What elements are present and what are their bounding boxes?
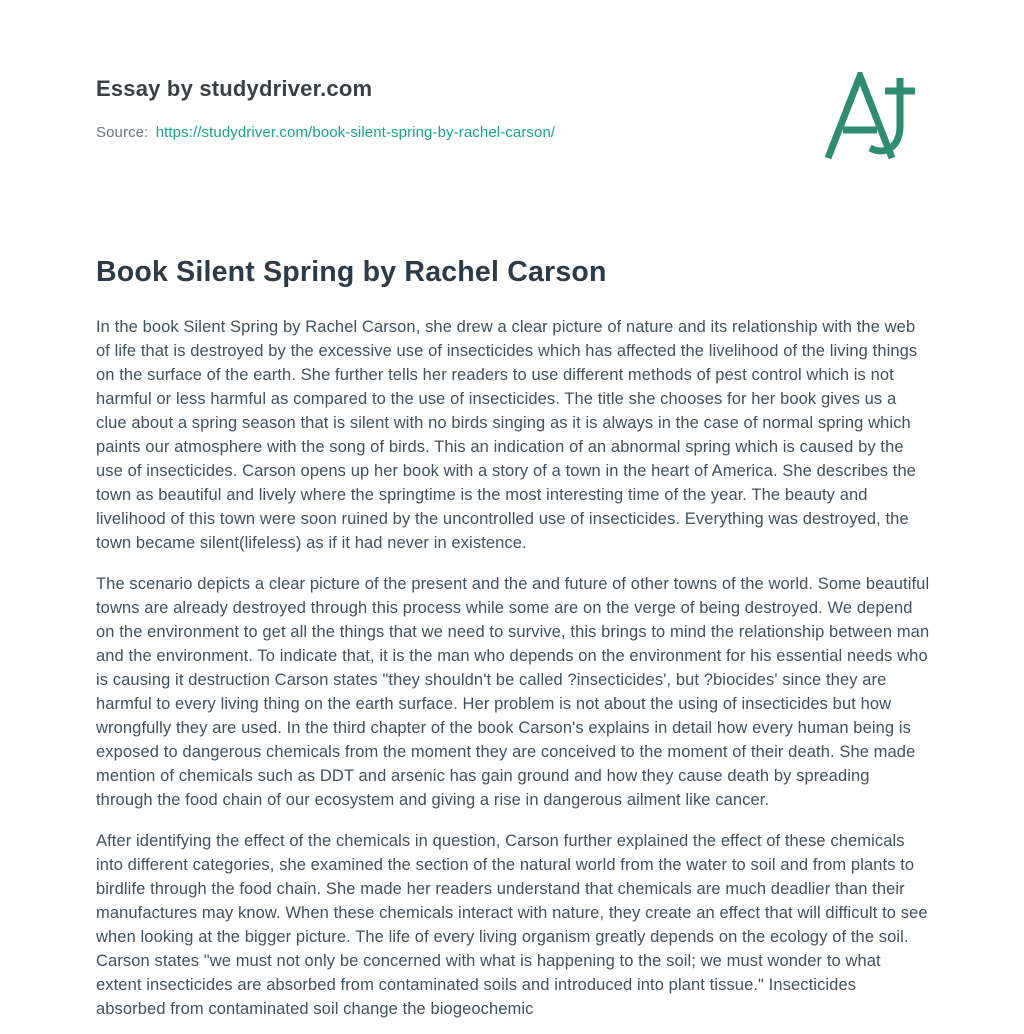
essay-article	[96, 256, 930, 1034]
source-line	[96, 124, 555, 141]
site-title: Essay by studydriver.com	[96, 76, 373, 101]
essay-paragraph-3: After identifying the effect of the chemicals in question, Carson further explained the effect of these chemicals into different categories, she examined the section of the natural world from the water to soil and from plants to birdlife through the food chain. She made her readers understand that chemicals are much deadlier than their manufactures may know. When these chemicals interact with nature, they create an effect that will difficult to see when looking at the bigger picture. The life of every living organism greatly depends on the ecology of the soil. Carson states "we must not only be concerned with what is happening to the soil; we must wonder to what extent insecticides are absorbed from contaminated soils and introduced into plant tissue." Insecticides absorbed from contaminated soil change the biogeochemic	[96, 832, 928, 1018]
essay-paragraph-1: In the book Silent Spring by Rachel Carson, she drew a clear picture of nature and its relationship with the web of life that is destroyed by the excessive use of insecticides which has affected the livelihood of the living things on the surface of the earth. She further tells her readers to use different methods of pest control which is not harmful or less harmful as compared to the use of insecticides. The title she chooses for her book gives us a clue about a spring season that is silent with no birds singing as it is always in the case of normal spring which paints our atmosphere with the song of birds. This an indication of an abnormal spring which is caused by the use of insecticides. Carson opens up her book with a story of a town in the heart of America. She describes the town as beautiful and lively where the springtime is the most interesting time of the year. The beauty and livelihood of this town were soon ruined by the uncontrolled use of insecticides. Everything was destroyed, the town became silent(lifeless) as if it had never in existence.	[96, 318, 918, 552]
studydriver-logo	[824, 72, 918, 160]
essay-title: Book Silent Spring by Rachel Carson	[96, 256, 607, 288]
aj-monogram-icon	[824, 72, 918, 160]
source-link[interactable]: https://studydriver.com/book-silent-spring-by-rachel-carson/	[155, 124, 556, 141]
essay-paragraph-2: The scenario depicts a clear picture of the present and the and future of other towns of the world. Some beautiful towns are already destroyed through this process while some are on the verge of being destroyed. We depend on the environment to get all the things that we need to survive, this brings to mind the relationship between man and the environment. To indicate that, it is the man who depends on the environment for his essential needs who is causing it destruction Carson states "they shouldn't be called ?insecticides', but ?biocides' since they are harmful to every living thing on the earth surface. Her problem is not about the using of insecticides but how wrongfully they are used. In the third chapter of the book Carson's explains in detail how every human being is exposed to dangerous chemicals from the moment they are conceived to the moment of their death. She made mention of chemicals such as DDT and arsenic has gain ground and how they cause death by spreading through the food chain of our ecosystem and giving a rise in dangerous ailment like cancer.	[96, 575, 930, 809]
source-label: Source:	[96, 124, 149, 141]
